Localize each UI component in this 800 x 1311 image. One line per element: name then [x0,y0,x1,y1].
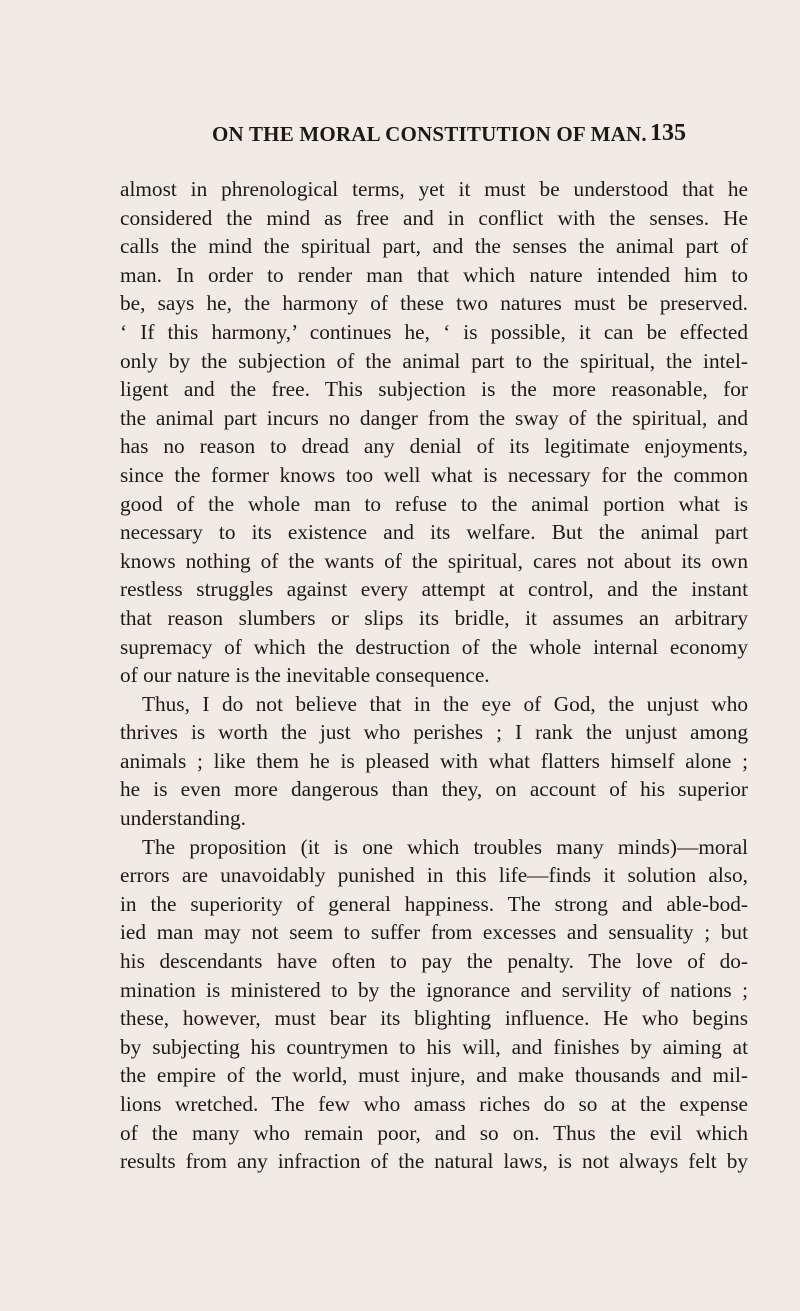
paragraph [120,833,748,1176]
text-line: in the superiority of general happiness. The strong and able-bod- [120,891,748,916]
text-line: has no reason to dread any denial of its legitimate enjoyments, [120,434,748,459]
text-line: calls the mind the spiritual part, and the senses the animal part of [120,234,748,259]
text-line: necessary to its existence and its welfare. But the animal part [120,520,748,545]
text-line: since the former knows too well what is necessary for the common [120,462,748,487]
text-line: errors are unavoidably punished in this life—finds it solution also, [120,863,748,888]
running-head: ON THE MORAL CONSTITUTION OF MAN. [212,122,647,146]
text-line: the empire of the world, must injure, and make thousands and mil- [120,1063,748,1088]
text-line: the animal part incurs no danger from the sway of the spiritual, and [120,405,748,430]
text-line: only by the subjection of the animal part to the spiritual, the intel- [120,348,748,373]
text-line: understanding. [120,806,246,831]
page-number: 135 [650,120,686,146]
text-line: these, however, must bear its blighting influence. He who begins [120,1006,748,1031]
text-line: animals ; like them he is pleased with what flatters himself alone ; [120,748,748,773]
text-line: restless struggles against every attempt at control, and the instant [120,577,748,602]
text-line: mination is ministered to by the ignorance and servility of nations ; [120,977,748,1002]
text-line: ied man may not seem to suffer from excesses and sensuality ; but [120,920,748,945]
paragraph [120,175,748,690]
text-line: he is even more dangerous than they, on account of his superior [120,777,748,802]
text-line: his descendants have often to pay the penalty. The love of do- [120,949,748,974]
text-line: of our nature is the inevitable consequence. [120,663,490,688]
text-line: ‘ If this harmony,’ continues he, ‘ is possible, it can be effected [120,319,748,344]
text-line: results from any infraction of the natural laws, is not always felt by [120,1149,748,1174]
text-line: lions wretched. The few who amass riches do so at the expense [120,1092,748,1116]
text-line: knows nothing of the wants of the spiritual, cares not about its own [120,548,748,573]
text-line: thrives is worth the just who perishes ; I rank the unjust among [120,720,748,745]
text-line: be, says he, the harmony of these two natures must be preserved. [120,291,748,316]
text-line: almost in phrenological terms, yet it must be understood that he [120,177,748,201]
text-line: supremacy of which the destruction of the whole internal economy [120,634,748,659]
text-line: Thus, I do not believe that in the eye of God, the unjust who [142,691,748,716]
text-line: that reason slumbers or slips its bridle, it assumes an arbitrary [120,605,748,630]
text-line: The proposition (it is one which troubles many minds)—moral [142,834,748,859]
body-text [120,175,748,1176]
text-line: good of the whole man to refuse to the animal portion what is [120,491,748,516]
text-line: considered the mind as free and in conflict with the senses. He [120,205,748,230]
text-line: by subjecting his countrymen to his will, and finishes by aiming at [120,1034,748,1059]
text-line: ligent and the free. This subjection is the more reasonable, for [120,377,748,402]
paragraph [120,690,748,833]
text-line: man. In order to render man that which nature intended him to [120,262,748,287]
text-line: of the many who remain poor, and so on. Thus the evil which [120,1120,748,1145]
